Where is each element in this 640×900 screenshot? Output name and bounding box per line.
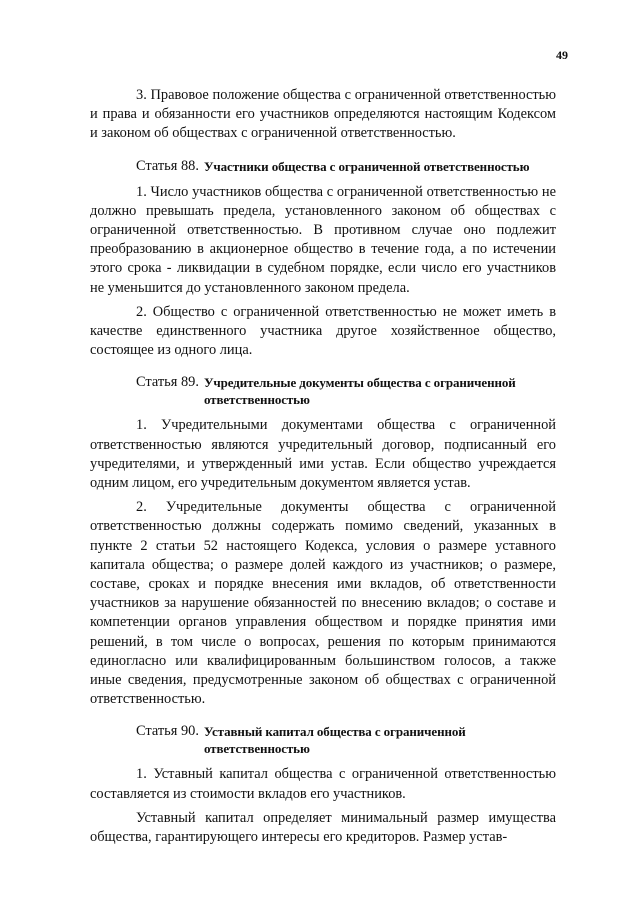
paragraph: Уставный капитал определяет минимальный размер имущества общества, гарантирующего интересы его кредиторов. Размер устав- <box>90 809 556 846</box>
paragraph: 1. Учредительными документами общества с ограниченной ответственностью являются учредительный договор, подписанный его учредителями, и утвержденный ими устав. Если общество учреждается одним лицом, его учредительным документом является устав. <box>90 417 556 492</box>
article-heading-88 <box>90 158 556 175</box>
document-body <box>90 86 556 847</box>
paragraph: 2. Учредительные документы общества с ограниченной ответственностью должны содержать помимо сведений, указанных в пункте 2 статьи 52 настоящего Кодекса, условия о размере уставного капитала общества; о размере долей каждого из участников; о размере, составе, сроках и порядке внесения ими вкладов, об ответственности участников за нарушение обязанностей по внесению вкладов; о составе и компетенции органов управления обществом и порядке принятия ими решений, в том числе о вопросах, решения по которым принимаются единогласно или квалифицированным большинством голосов, а также иные сведения, предусмотренные законом об обществах с ограниченной ответственностью. <box>90 499 556 708</box>
article-label: Статья 89. <box>136 374 199 391</box>
article-label: Статья 90. <box>136 723 199 740</box>
paragraph: 2. Общество с ограниченной ответственностью не может иметь в качестве единственного участника другое хозяйственное общество, состоящее из одного лица. <box>90 303 556 359</box>
article-heading-90 <box>90 723 556 757</box>
article-label: Статья 88. <box>136 157 199 174</box>
article-heading-89 <box>90 374 556 408</box>
paragraph: 1. Уставный капитал общества с ограниченной ответственностью составляется из стоимости вкладов его участников. <box>90 766 556 802</box>
page-number: 49 <box>556 48 568 62</box>
paragraph: 1. Число участников общества с ограниченной ответственностью не должно превышать предела, установленного законом об обществах с ограниченной ответственностью. В противном случае оно подлежит преобразованию в акционерное общество в течение года, а по истечении этого срока - ликвидации в судебном порядке, если число его участников не уменьшится до установленного законом предела. <box>90 183 556 296</box>
article-title: Участники общества с ограниченной ответственностью <box>203 158 530 174</box>
article-title: Учредительные документы общества с ограниченной ответственностью <box>203 375 516 408</box>
paragraph: 3. Правовое положение общества с ограниченной ответственностью и права и обязанности его участников определяются настоящим Кодексом и законом об обществах с ограниченной ответственностью. <box>90 87 556 142</box>
article-title: Уставный капитал общества с ограниченной ответственностью <box>203 724 466 757</box>
